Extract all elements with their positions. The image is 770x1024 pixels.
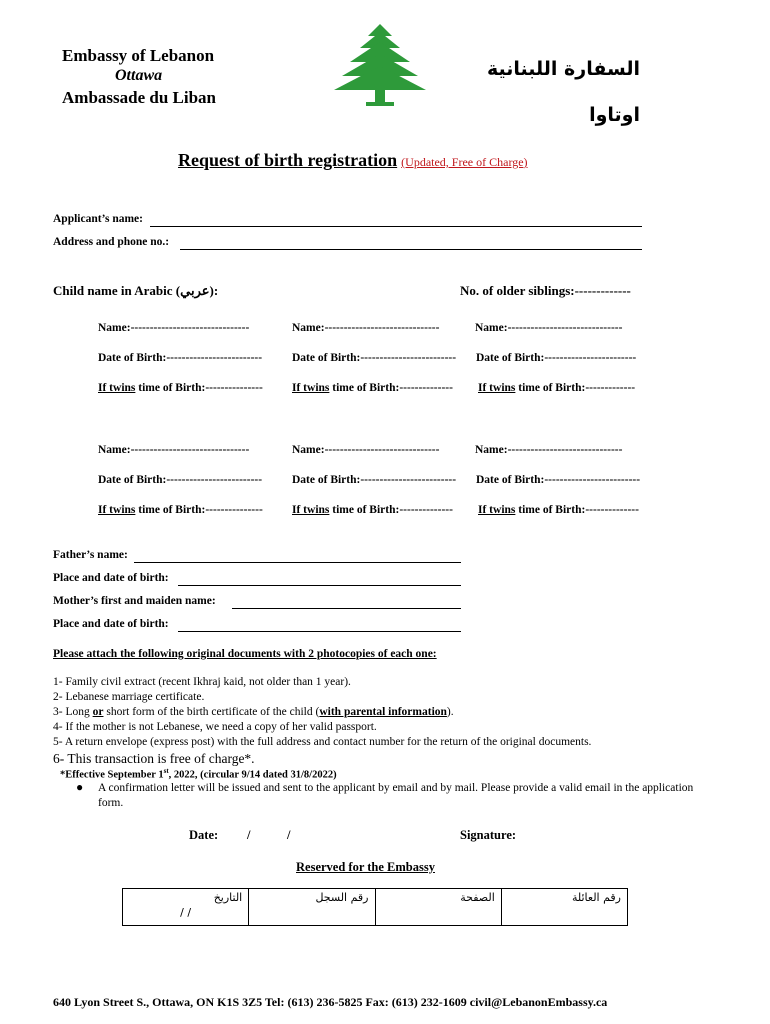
child-name-label: Child name in Arabic (عربي):	[53, 283, 219, 298]
child-dob-field[interactable]: Date of Birth:-------------------------	[292, 352, 457, 364]
cedar-tree-logo	[330, 22, 430, 110]
child-name-field[interactable]: Name:-------------------------------	[98, 322, 250, 334]
reserved-register-cell[interactable]	[249, 889, 375, 926]
child-name-field[interactable]: Name:------------------------------	[292, 322, 440, 334]
mother-birth-label: Place and date of birth:	[53, 618, 169, 630]
bullet-icon: ●	[76, 780, 84, 794]
embassy-name-fr: Ambassade du Liban	[62, 88, 217, 107]
reserved-table	[122, 888, 628, 926]
document-item: 5- A return envelope (express post) with the full address and contact number for the return of the original documents.	[53, 736, 592, 748]
effective-note: *Effective September 1st, 2022, (circular 9/14 dated 31/8/2022)	[60, 767, 337, 781]
reserved-date-cell[interactable]	[123, 889, 249, 926]
page-title: Request of birth registration (Updated, Free of Charge)	[178, 150, 528, 170]
document-item: 2- Lebanese marriage certificate.	[53, 691, 205, 703]
child-dob-field[interactable]: Date of Birth:-------------------------	[292, 474, 457, 486]
siblings-label[interactable]: No. of older siblings:-------------	[460, 283, 631, 298]
twins-time-field[interactable]: If twins time of Birth:--------------	[292, 382, 453, 394]
twins-time-field[interactable]: If twins time of Birth:--------------	[478, 504, 639, 516]
date-slash[interactable]: /	[247, 828, 251, 842]
documents-heading: Please attach the following original documents with 2 photocopies of each one:	[53, 648, 437, 660]
reserved-family-cell[interactable]	[501, 889, 627, 926]
twins-time-field[interactable]: If twins time of Birth:---------------	[98, 504, 263, 516]
twins-time-field[interactable]: If twins time of Birth:--------------	[292, 504, 453, 516]
reserved-heading: Reserved for the Embassy	[296, 860, 435, 874]
date-label: Date:	[189, 828, 219, 842]
title-note: (Updated, Free of Charge)	[401, 155, 528, 169]
child-name-field[interactable]: Name:------------------------------	[475, 444, 623, 456]
child-name-field[interactable]: Name:-------------------------------	[98, 444, 250, 456]
father-birth-field[interactable]	[178, 585, 461, 586]
document-item: 4- If the mother is not Lebanese, we need a copy of her valid passport.	[53, 721, 377, 733]
child-dob-field[interactable]: Date of Birth:-------------------------	[98, 474, 263, 486]
document-item: 1- Family civil extract (recent Ikhraj kaid, not older than 1 year).	[53, 676, 351, 688]
twins-time-field[interactable]: If twins time of Birth:-------------	[478, 382, 636, 394]
reserved-register-label: رقم السجل	[315, 891, 369, 904]
child-name-field[interactable]: Name:------------------------------	[292, 444, 440, 456]
child-dob-field[interactable]: Date of Birth:------------------------	[476, 352, 637, 364]
mother-name-field[interactable]	[232, 608, 461, 609]
city-ar: اوتاوا	[589, 104, 640, 126]
document-item: 6- This transaction is free of charge*.	[53, 751, 255, 766]
reserved-family-label: رقم العائلة	[571, 891, 621, 904]
father-name-label: Father’s name:	[53, 549, 128, 561]
child-dob-field[interactable]: Date of Birth:-------------------------	[476, 474, 641, 486]
embassy-name-en: Embassy of Lebanon	[62, 46, 215, 65]
reserved-date-label: التاريخ	[213, 891, 243, 904]
address-field[interactable]	[180, 249, 642, 250]
footer-contact: 640 Lyon Street S., Ottawa, ON K1S 3Z5 Tel: (613) 236-5825 Fax: (613) 232-1609 civil@LebanonEmbassy.ca	[53, 995, 608, 1009]
signature-label[interactable]: Signature:	[460, 828, 517, 842]
mother-birth-field[interactable]	[178, 631, 461, 632]
father-name-field[interactable]	[134, 562, 461, 563]
confirmation-note: A confirmation letter will be issued and sent to the applicant by email and by mail. Please provide a valid email in the application form.	[98, 782, 694, 809]
reserved-date-slashes: / /	[180, 906, 192, 919]
twins-time-field[interactable]: If twins time of Birth:---------------	[98, 382, 263, 394]
father-birth-label: Place and date of birth:	[53, 572, 169, 584]
address-label: Address and phone no.:	[53, 236, 170, 248]
embassy-name-ar: السفارة اللبنانية	[486, 58, 640, 80]
applicant-name-label: Applicant’s name:	[53, 213, 143, 225]
date-slash[interactable]: /	[287, 828, 291, 842]
child-name-field[interactable]: Name:------------------------------	[475, 322, 623, 334]
reserved-page-cell[interactable]	[375, 889, 501, 926]
reserved-page-label: الصفحة	[460, 891, 495, 904]
city-en: Ottawa	[115, 67, 163, 84]
document-item: 3- Long or short form of the birth certificate of the child (with parental information).	[53, 706, 454, 718]
child-dob-field[interactable]: Date of Birth:-------------------------	[98, 352, 263, 364]
applicant-name-field[interactable]	[150, 226, 642, 227]
mother-name-label: Mother’s first and maiden name:	[53, 595, 216, 607]
